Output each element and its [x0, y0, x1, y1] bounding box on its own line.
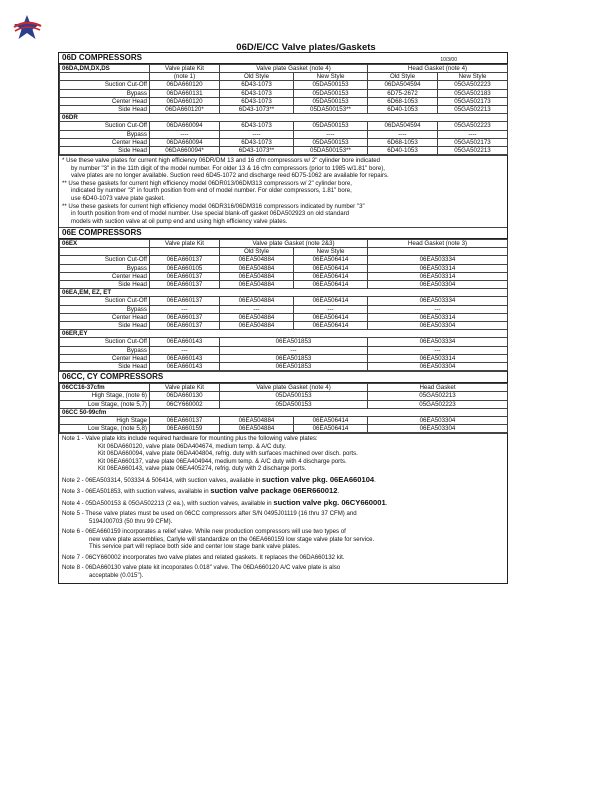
footnote-line: valve plates are no longer available. Suction reed 6D45-1072 and discharge reed 6D75-1062 are available for repairs. [71, 171, 389, 179]
note-6 [62, 528, 504, 550]
note-line: Note 8 - 06DA660130 valve plate kit incoporates 0.018" valve. The 06DA660120 A/C valve plate is also [62, 564, 341, 572]
note-8 [62, 564, 504, 579]
cell-kit: 06EA660137 [150, 321, 220, 329]
note-4 [62, 499, 504, 507]
table-row [60, 321, 508, 329]
note-line: . [337, 488, 340, 496]
cell-label: Suction Cut-Off [60, 338, 150, 346]
cell-label: Suction Cut-Off [60, 81, 150, 89]
note-line: Note 4 - 05DA500153 & 05GA502213 (2 ea.), with suction valves, available in [62, 499, 274, 507]
note-emphasis: suction valve pkg. 06EA660104 [261, 474, 375, 484]
table-06cc [59, 383, 508, 433]
cell-hold: 06DA504594 [368, 122, 438, 130]
footnote-line: ** Use these gaskets for current high efficiency model 06DR316/06DM316 compressors indicated by number "3" [62, 203, 365, 211]
cell-hnew: 05GA502173 [438, 97, 508, 105]
table-row [60, 354, 508, 362]
footnote-line: indicated by number "3" in fourth position from end of model number. For older compressors, 1.81" bore, [71, 187, 352, 195]
cell-kit: 06EA660143 [150, 362, 220, 370]
cell-hnew: 05GA502213 [438, 106, 508, 114]
note-line: . [385, 499, 388, 507]
cell-vnew: 05DA500153 [294, 81, 368, 89]
cell-head: 06EA503334 [368, 297, 508, 305]
col-header: Head Gasket (note 4) [368, 65, 508, 73]
table-row [60, 338, 508, 346]
table-row [60, 313, 508, 321]
cell-kit: 06EA660137 [150, 272, 220, 280]
cell-kit: 06DA660094* [150, 147, 220, 155]
table-row [60, 122, 508, 130]
cell-kit: 06DA660131 [150, 89, 220, 97]
blank-cell [60, 73, 150, 81]
blank-cell [150, 248, 220, 256]
cell-vnew: 06EA506414 [294, 297, 368, 305]
note-line: Kit 06DA660094, valve plate 06DA404804, refrig. duty with surfaces machined over disch. ports. [98, 450, 358, 458]
cell-hold: 6D75-2672 [368, 89, 438, 97]
note-line: . [374, 476, 376, 484]
cell-label: Bypass [60, 264, 150, 272]
cell-vnew: 06EA506414 [294, 280, 368, 288]
table-row [60, 272, 508, 280]
cell-label: High Stage, (note 6) [60, 392, 150, 400]
cell-hnew: 05GA502183 [438, 89, 508, 97]
cell-label: Bypass [60, 89, 150, 97]
cell-vnew: 05DA500153** [294, 147, 368, 155]
cell-vold: 6D43-1073 [220, 122, 294, 130]
cell-label: Bypass [60, 346, 150, 354]
note-line: Note 6 - 06EA660159 incorporates a relief valve. While new production compressors will use two types of [62, 528, 346, 536]
col-header: New Style [294, 73, 368, 81]
cell-gasket: 06EA501853 [220, 338, 368, 346]
cell-kit: --- [150, 305, 220, 313]
cell-vold: 06EA504884 [220, 321, 294, 329]
cell-kit: 06EA660159 [150, 425, 220, 433]
cell-gasket: --- [220, 346, 368, 354]
col-header: Valve plate Gasket (note 4) [220, 384, 368, 392]
note-2 [62, 476, 504, 484]
note-1 [62, 435, 504, 472]
cell-hnew: 05GA502213 [438, 147, 508, 155]
cell-label: Side Head [60, 321, 150, 329]
note-line: This service part will replace both side and center low stage bank valve plates. [89, 543, 301, 551]
note-5 [62, 510, 504, 525]
table-row [60, 297, 508, 305]
cell-vold: 6D43-1073 [220, 138, 294, 146]
footnote-line: models with suction valve at oil pump end and using high efficiency valve plates. [71, 217, 288, 225]
models-label: 06CC16-37cfm [60, 384, 150, 392]
carrier-star-logo-icon [12, 14, 42, 40]
col-header: Valve plate Kit [150, 65, 220, 73]
cell-hold: ---- [368, 130, 438, 138]
cell-head: 06EA503304 [368, 362, 508, 370]
col-header: New Style [438, 73, 508, 81]
cell-vnew: 05DA500153 [294, 138, 368, 146]
footnote-line: ** Use these gaskets for current high efficiency model 06DR013/06DM313 compressors w/ 2" cylinder bore, [62, 180, 352, 188]
col-header: Valve plate Kit [150, 384, 220, 392]
cell-kit: 06EA660105 [150, 264, 220, 272]
cell-kit: 06EA660143 [150, 338, 220, 346]
table-row [60, 362, 508, 370]
cell-label: Side Head [60, 280, 150, 288]
col-header: Old Style [220, 73, 294, 81]
cell-kit: 06DA660094 [150, 122, 220, 130]
table-row [60, 346, 508, 354]
cell-vold: 06EA504884 [220, 425, 294, 433]
cell-label: High Stage [60, 416, 150, 424]
cell-vold: ---- [220, 130, 294, 138]
cell-label: Center Head [60, 313, 150, 321]
cell-head: 06EA503304 [368, 416, 508, 424]
cell-hnew: 05GA502223 [438, 122, 508, 130]
table-row [60, 392, 508, 400]
note-line: new valve plate assemblies, Carlyle will standardize on the 06EA660159 low stage valve plate for service. [89, 535, 375, 543]
cell-kit: 06DA660120* [150, 106, 220, 114]
cell-vnew: 05DA500153 [294, 89, 368, 97]
cell-label: Low Stage, (note 5,7) [60, 400, 150, 408]
cell-vold: 06EA504884 [220, 297, 294, 305]
cell-hnew: ---- [438, 130, 508, 138]
note-line: 5194J00703 (50 thru 99 CFM). [89, 517, 173, 525]
valve-plate-sheet [58, 52, 508, 584]
table-row [60, 106, 508, 114]
col-header: Old Style [220, 248, 294, 256]
models-label: 06EX [60, 239, 150, 247]
cell-vnew: 06EA506414 [294, 416, 368, 424]
cell-hold: 06DA504594 [368, 81, 438, 89]
cell-hnew: 05GA502173 [438, 138, 508, 146]
footnote-line: * Use these valve plates for current high efficiency 06DR/DM 13 and 16 cfm compressors w/ 2" cylinder bore indicated [62, 157, 381, 165]
cell-head: 06EA503304 [368, 425, 508, 433]
cell-hnew: 05GA502223 [438, 81, 508, 89]
table-row [60, 400, 508, 408]
cell-label: Side Head [60, 362, 150, 370]
table-row [60, 305, 508, 313]
note-emphasis: suction valve pkg. 06CY660001 [273, 497, 386, 507]
table-row [60, 130, 508, 138]
table-row [60, 81, 508, 89]
table-row [60, 97, 508, 105]
cell-label: Bypass [60, 130, 150, 138]
col-header: Valve plate Kit [150, 239, 220, 247]
cell-label: Side Head [60, 106, 150, 114]
table-row [60, 147, 508, 155]
note-line: Note 5 - These valve plates must be used on 06CC compressors after S/N 0495J01119 (16 thru 37 CFM) and [62, 510, 357, 518]
cell-label: Bypass [60, 305, 150, 313]
models-label: 06ER,EY [60, 330, 508, 338]
cell-kit: 06CY660002 [150, 400, 220, 408]
cell-vold: 06EA504884 [220, 272, 294, 280]
blank-cell [368, 248, 508, 256]
cell-label: Center Head [60, 272, 150, 280]
cell-kit: ---- [150, 130, 220, 138]
table-row [60, 256, 508, 264]
table-row [60, 264, 508, 272]
table-06d [59, 64, 508, 155]
cell-label: Suction Cut-Off [60, 297, 150, 305]
table-row [60, 89, 508, 97]
cell-label: Suction Cut-Off [60, 122, 150, 130]
note-line: Note 7 - 06CY660002 incorporates two valve plates and related gaskets. It replaces the 06DA660132 kit. [62, 553, 345, 561]
cell-kit: 06EA660137 [150, 416, 220, 424]
models-label: 06CC 50-99cfm [60, 408, 508, 416]
cell-vnew: 06EA506414 [294, 264, 368, 272]
models-label: 06EA,EM, EZ, ET [60, 289, 508, 297]
note-emphasis: suction valve package 06ER660012 [210, 486, 338, 496]
cell-kit: 06EA660137 [150, 313, 220, 321]
note-line: Note 1 - Valve plate kits include required hardware for mounting plus the following valve plates: [62, 435, 318, 443]
cell-vold: 6D43-1073** [220, 106, 294, 114]
cell-gasket: 06EA501853 [220, 354, 368, 362]
cell-head: 06EA503304 [368, 321, 508, 329]
cell-head: 06EA503334 [368, 256, 508, 264]
cell-kit: 06DA660120 [150, 81, 220, 89]
cell-head: 06EA503314 [368, 354, 508, 362]
cell-vnew: 06EA506414 [294, 256, 368, 264]
cell-gasket: 05DA500153 [220, 400, 368, 408]
cell-gasket: 05DA500153 [220, 392, 368, 400]
cell-kit: 06EA660137 [150, 297, 220, 305]
cell-kit: 06EA660143 [150, 354, 220, 362]
cell-label: Low Stage, (note 5,8) [60, 425, 150, 433]
note-line: Kit 06EA660137, valve plate 06EA404944, medium temp. & A/C duty with 4 discharge ports. [98, 457, 347, 465]
footnotes-06d [59, 155, 507, 227]
cell-label: Side Head [60, 147, 150, 155]
col-header: Valve plate Gasket (note 4) [220, 65, 368, 73]
cell-head: 05GA502223 [368, 400, 508, 408]
models-label: 06DR [60, 114, 508, 122]
cell-head: 06EA503314 [368, 264, 508, 272]
table-row [60, 425, 508, 433]
cell-vnew: 05DA500153 [294, 122, 368, 130]
note-line: acceptable (0.015"). [89, 571, 144, 579]
col-header: (note 1) [150, 73, 220, 81]
cell-head: 06EA503314 [368, 272, 508, 280]
cell-head: 05GA502213 [368, 392, 508, 400]
note-line: Note 3 - 06EA501853, with suction valves, available in [62, 488, 211, 496]
cell-vnew: 05DA500153** [294, 106, 368, 114]
note-7 [62, 554, 504, 561]
table-row [60, 280, 508, 288]
cell-vold: --- [220, 305, 294, 313]
cell-vold: 06EA504884 [220, 313, 294, 321]
note-3 [62, 487, 504, 495]
cell-label: Center Head [60, 97, 150, 105]
cell-hold: 6D68-1053 [368, 97, 438, 105]
col-header: New Style [294, 248, 368, 256]
footnote-line: in fourth position from end of model number. Use special blank-off gasket 06DA502923 on old standard [71, 210, 350, 218]
cell-label: Center Head [60, 138, 150, 146]
footnote-line: use 6D40-1073 valve plate gasket. [71, 194, 165, 202]
cell-hold: 6D40-1053 [368, 147, 438, 155]
cell-vnew: 06EA506414 [294, 313, 368, 321]
cell-vold: 06EA504884 [220, 416, 294, 424]
section-06cc-heading: 06CC, CY COMPRESSORS [59, 371, 507, 383]
cell-kit: 06EA660137 [150, 280, 220, 288]
table-06e [59, 239, 508, 371]
notes-section [59, 433, 507, 583]
cell-vold: 6D43-1073** [220, 147, 294, 155]
cell-kit: 06DA660094 [150, 138, 220, 146]
cell-kit: 06DA660120 [150, 97, 220, 105]
table-row [60, 138, 508, 146]
footnote-line: by number "3" in the 11th digit of the model number. For older 13 & 16 cfm compressors (prior to 1985 w/1.81" bore), [71, 164, 385, 172]
cell-vnew: 06EA506414 [294, 272, 368, 280]
cell-label: Suction Cut-Off [60, 256, 150, 264]
cell-vold: 06EA504884 [220, 280, 294, 288]
cell-vnew: ---- [294, 130, 368, 138]
cell-hold: 6D68-1053 [368, 138, 438, 146]
cell-vnew: --- [294, 305, 368, 313]
cell-kit: 06DA660130 [150, 392, 220, 400]
section-06e-heading: 06E COMPRESSORS [59, 227, 507, 239]
note-line: Note 2 - 06EA503314, 503334 & 506414, with suction valves, available in [62, 476, 262, 484]
cell-vnew: 06EA506414 [294, 425, 368, 433]
note-line: Kit 06EA660143, valve plate 06EA405274, refrig. duty with 2 discharge ports. [98, 465, 307, 472]
models-label: 06DA,DM,DX,DS [60, 65, 150, 73]
cell-vold: 6D43-1073 [220, 97, 294, 105]
section-06d-heading: 06D COMPRESSORS 10/3/00 [59, 53, 507, 64]
note-line: Kit 06DA660120, valve plate 06DA404674, medium temp. & A/C duty. [98, 442, 286, 450]
page-title: 06D/E/CC Valve plates/Gaskets [236, 42, 376, 53]
cell-vold: 6D43-1073 [220, 81, 294, 89]
cell-head: --- [368, 305, 508, 313]
cell-head: 06EA503314 [368, 313, 508, 321]
cell-vnew: 06EA506414 [294, 321, 368, 329]
col-header: Old Style [368, 73, 438, 81]
revision-date: 10/3/00 [440, 57, 457, 63]
cell-vold: 06EA504884 [220, 264, 294, 272]
cell-head: --- [368, 346, 508, 354]
cell-vnew: 05DA500153 [294, 97, 368, 105]
table-row [60, 416, 508, 424]
cell-vold: 6D43-1073 [220, 89, 294, 97]
cell-gasket: 06EA501853 [220, 362, 368, 370]
cell-head: 06EA503334 [368, 338, 508, 346]
col-header: Head Gasket [368, 384, 508, 392]
col-header: Head Gasket (note 3) [368, 239, 508, 247]
cell-kit: 06EA660137 [150, 256, 220, 264]
cell-label: Center Head [60, 354, 150, 362]
blank-cell [60, 248, 150, 256]
col-header: Valve plate Gasket (note 2&3) [220, 239, 368, 247]
cell-vold: 06EA504884 [220, 256, 294, 264]
cell-head: 06EA503304 [368, 280, 508, 288]
cell-hold: 6D40-1053 [368, 106, 438, 114]
cell-kit: --- [150, 346, 220, 354]
